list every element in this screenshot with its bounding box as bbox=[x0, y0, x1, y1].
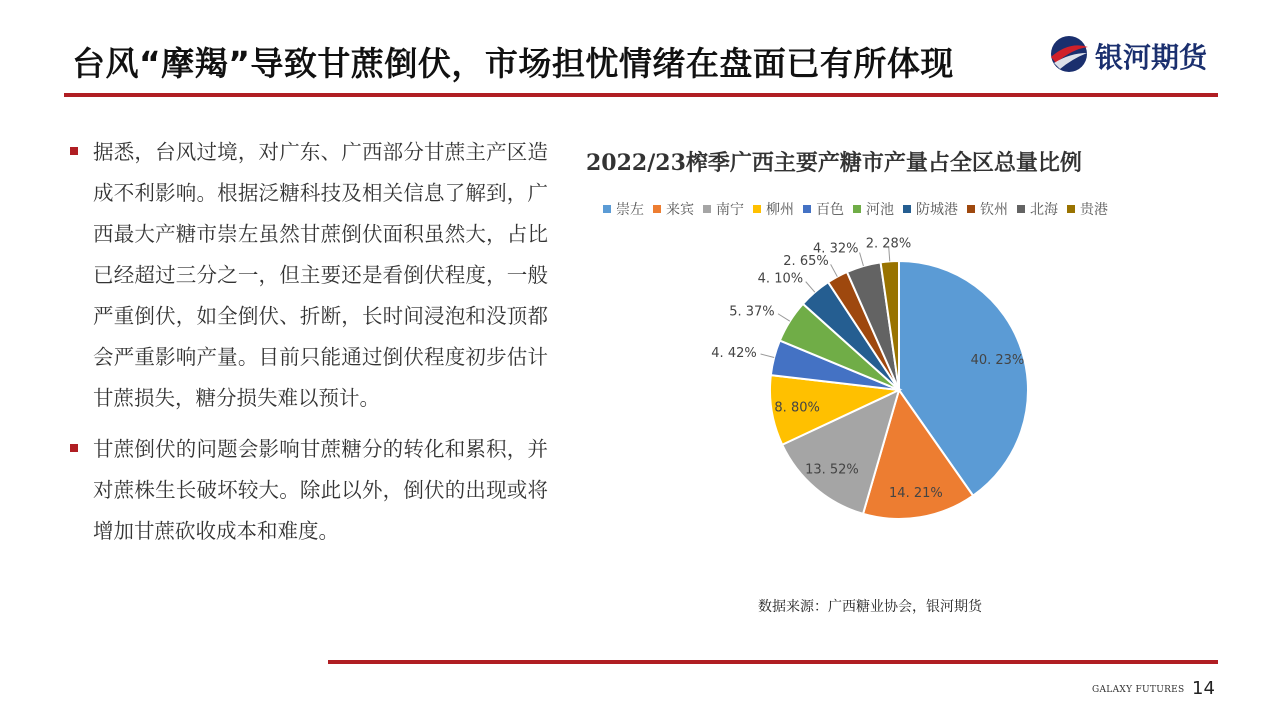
legend-label: 崇左 bbox=[616, 202, 644, 218]
legend-swatch bbox=[603, 205, 611, 213]
legend-swatch bbox=[1067, 205, 1075, 213]
slice-label: 13. 52% bbox=[805, 462, 859, 478]
legend-label: 南宁 bbox=[716, 202, 744, 218]
legend-item bbox=[1067, 199, 1108, 219]
chart-legend bbox=[603, 198, 1117, 220]
legend-swatch bbox=[903, 205, 911, 213]
chart-title: 2022/23榨季广西主要产糖市产量占全区总量比例 bbox=[586, 150, 1082, 176]
bullet-item bbox=[68, 132, 548, 419]
legend-label: 贵港 bbox=[1080, 202, 1108, 218]
legend-item bbox=[603, 199, 644, 219]
footer-brand: GALAXY FUTURES bbox=[1092, 685, 1185, 695]
slice-label: 4. 32% bbox=[813, 241, 859, 257]
bullet-square-icon bbox=[70, 147, 78, 155]
bullet-text: 甘蔗倒伏的问题会影响甘蔗糖分的转化和累积，并对蔗株生长破坏较大。除此以外，倒伏的出现或将增加甘蔗砍收成本和难度。 bbox=[93, 437, 548, 543]
legend-item bbox=[703, 199, 744, 219]
legend-item bbox=[853, 199, 894, 219]
leader-line bbox=[761, 354, 775, 358]
legend-swatch bbox=[1017, 205, 1025, 213]
slice-label: 2. 65% bbox=[783, 253, 829, 269]
legend-item bbox=[653, 199, 694, 219]
legend-label: 钦州 bbox=[980, 202, 1008, 218]
leader-line bbox=[806, 282, 815, 293]
slice-label: 5. 37% bbox=[729, 304, 775, 320]
legend-item bbox=[803, 199, 844, 219]
header-divider bbox=[64, 93, 1218, 97]
legend-swatch bbox=[753, 205, 761, 213]
legend-swatch bbox=[653, 205, 661, 213]
data-source-note: 数据来源：广西糖业协会，银河期货 bbox=[758, 599, 982, 615]
footer-divider bbox=[328, 660, 1218, 664]
legend-swatch bbox=[703, 205, 711, 213]
page-title: 台风“摩羯”导致甘蔗倒伏，市场担忧情绪在盘面已有所体现 bbox=[72, 44, 954, 83]
legend-swatch bbox=[967, 205, 975, 213]
company-logo bbox=[1048, 30, 1238, 78]
bullet-item bbox=[68, 429, 548, 552]
logo-text: 银河期货 bbox=[1095, 41, 1208, 74]
bullet-list bbox=[68, 132, 548, 562]
slice-label: 4. 10% bbox=[757, 271, 804, 287]
leader-line bbox=[778, 314, 790, 321]
legend-label: 防城港 bbox=[916, 202, 958, 218]
legend-swatch bbox=[853, 205, 861, 213]
legend-item bbox=[753, 199, 794, 219]
bullet-square-icon bbox=[70, 444, 78, 452]
slice-label: 2. 28% bbox=[865, 236, 912, 252]
slice-label: 4. 42% bbox=[711, 346, 757, 362]
leader-line bbox=[860, 253, 864, 266]
leader-line bbox=[831, 264, 838, 276]
legend-label: 河池 bbox=[866, 202, 894, 218]
slice-label: 14. 21% bbox=[889, 485, 943, 501]
page-number: 14 bbox=[1192, 678, 1215, 699]
legend-label: 百色 bbox=[816, 202, 844, 218]
legend-item bbox=[1017, 199, 1058, 219]
slice-label: 40. 23% bbox=[970, 352, 1025, 368]
legend-label: 来宾 bbox=[666, 202, 694, 218]
pie-chart bbox=[560, 225, 1240, 585]
slice-label: 8. 80% bbox=[774, 400, 820, 416]
legend-swatch bbox=[803, 205, 811, 213]
legend-label: 北海 bbox=[1030, 202, 1058, 218]
galaxy-logo-icon bbox=[1048, 33, 1090, 75]
legend-label: 柳州 bbox=[766, 202, 794, 218]
legend-item bbox=[967, 199, 1008, 219]
legend-item bbox=[903, 199, 958, 219]
bullet-text: 据悉，台风过境，对广东、广西部分甘蔗主产区造成不利影响。根据泛糖科技及相关信息了解到，广西最大产糖市崇左虽然甘蔗倒伏面积虽然大，占比已经超过三分之一，但主要还是看倒伏程度，一般严重倒伏，如全倒伏、折断，长时间浸泡和没顶都会严重影响产量。目前只能通过倒伏程度初步估计甘蔗损失，糖分损失难以预计。 bbox=[93, 140, 548, 410]
